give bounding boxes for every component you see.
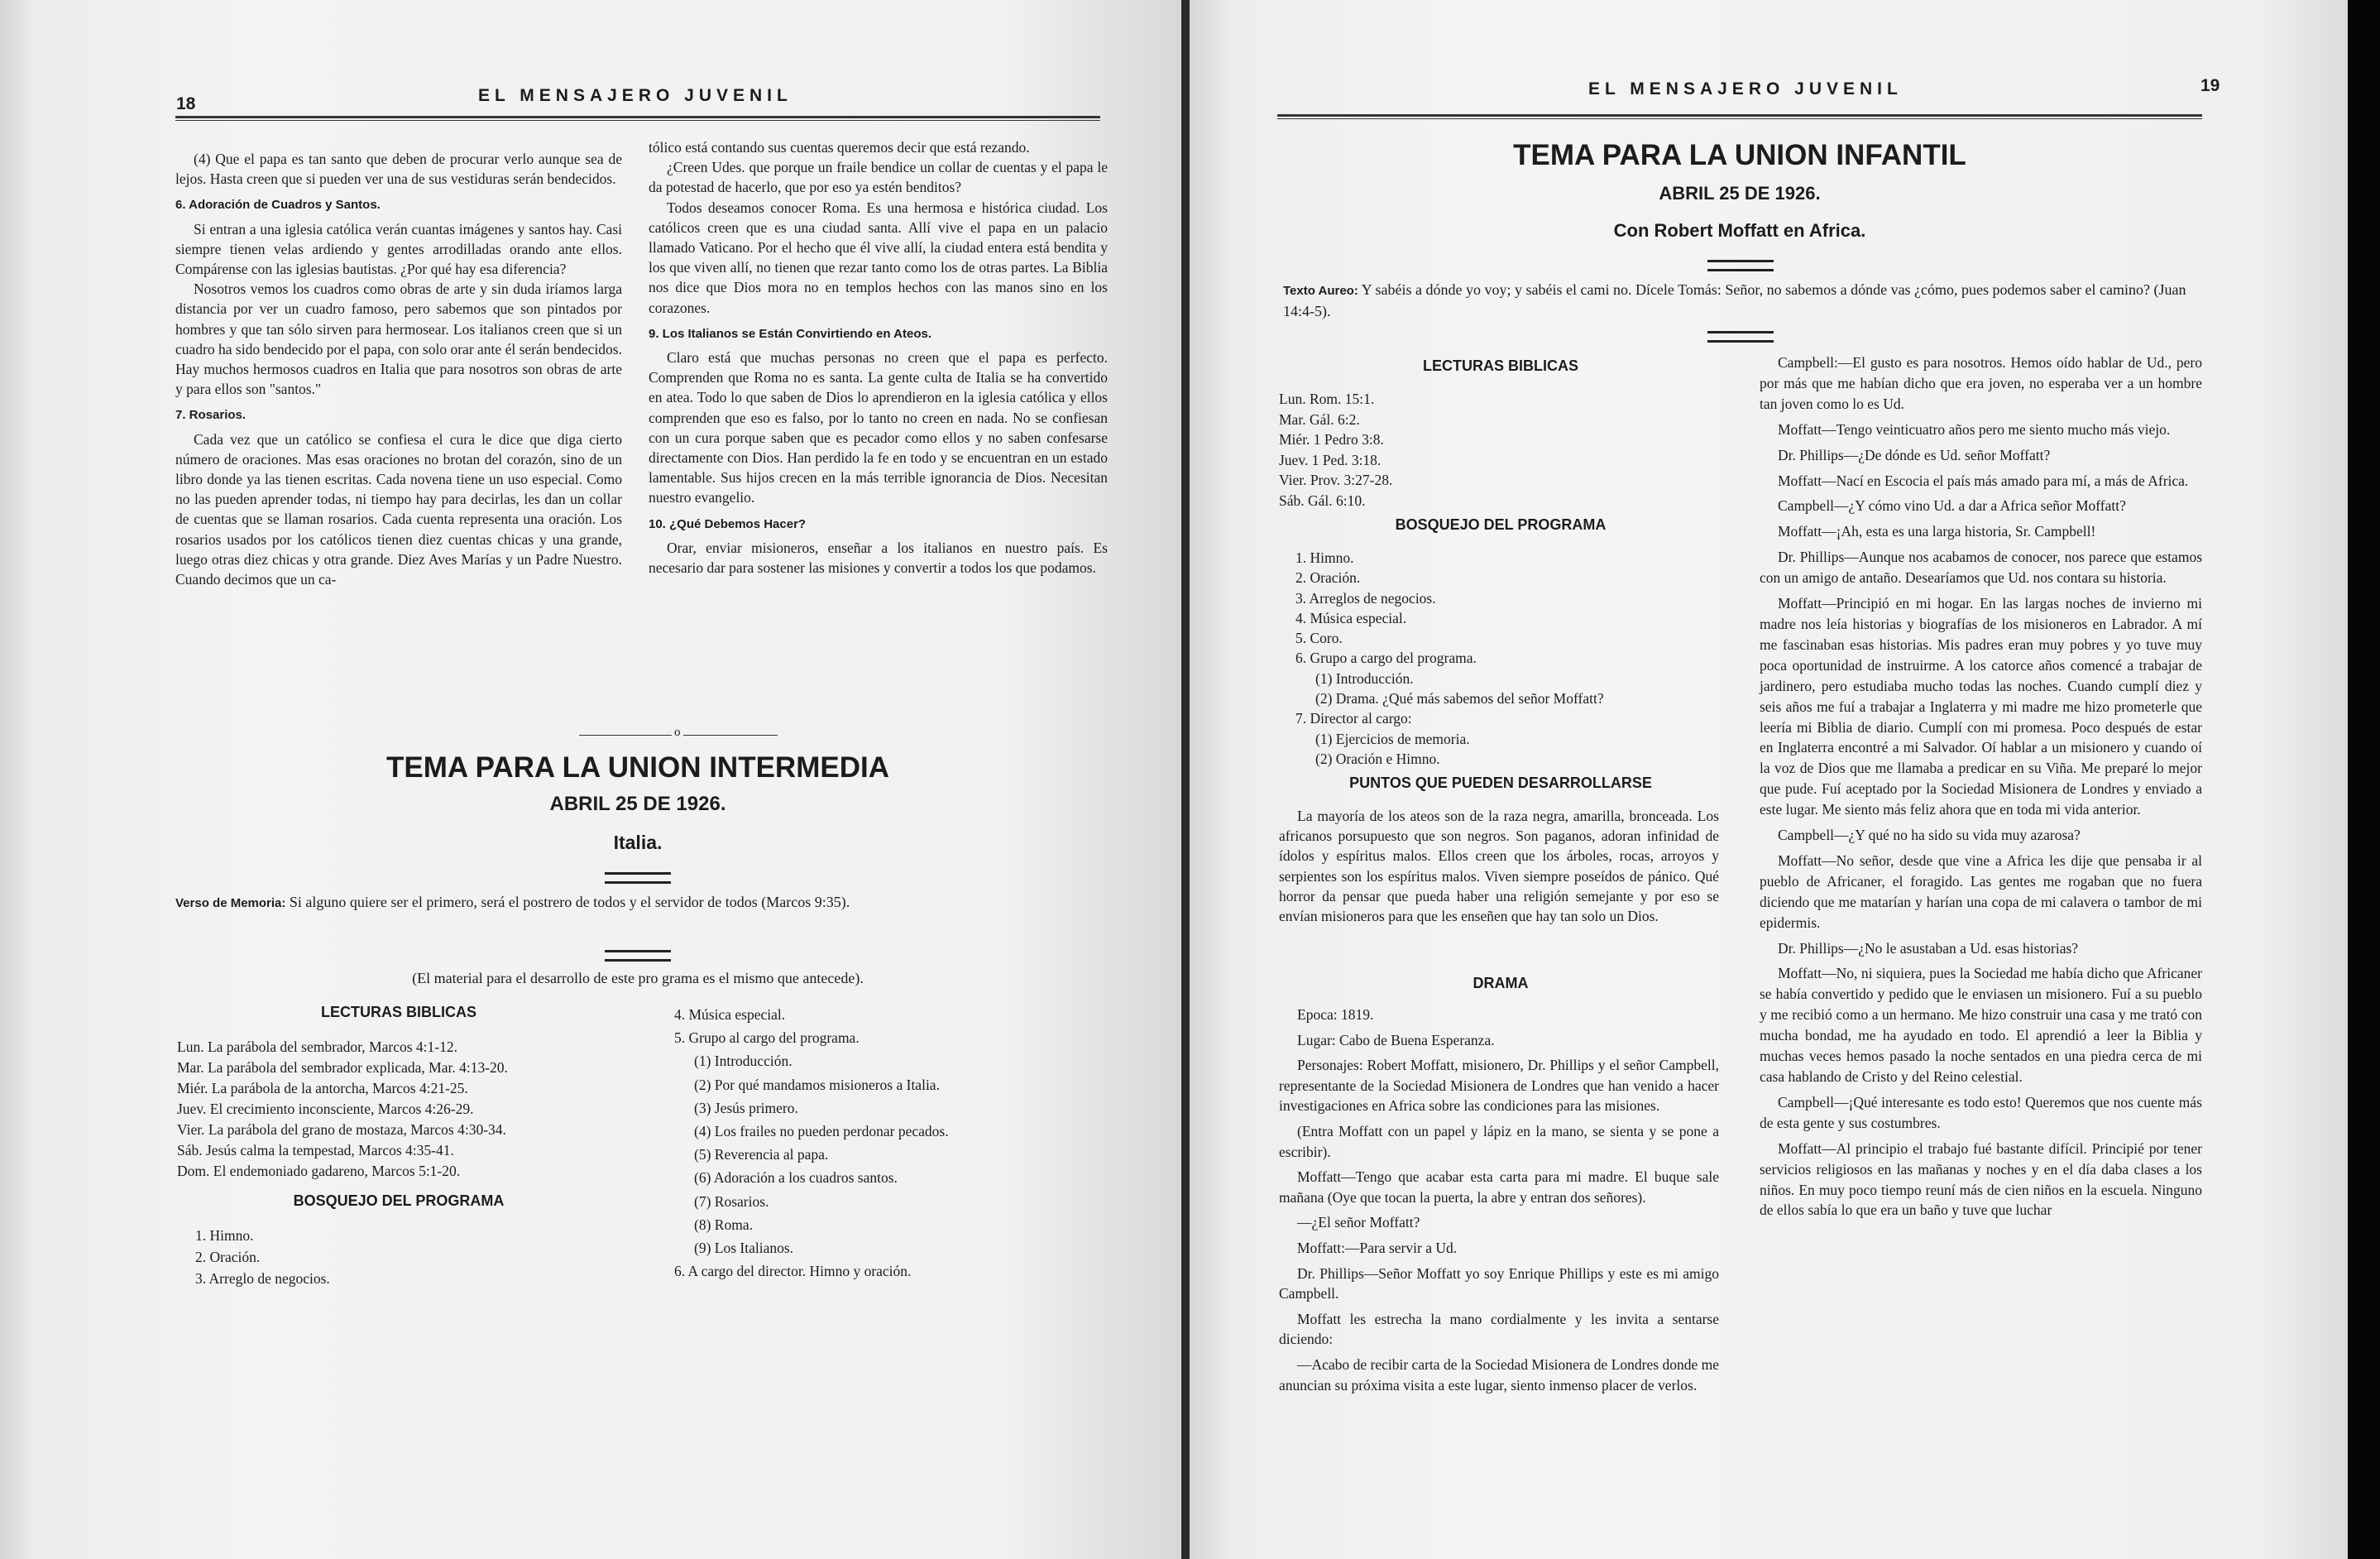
material-note: (El material para el desarrollo de este pro grama es el mismo que antecede). <box>412 970 864 986</box>
list-item: (1) Introducción. <box>1315 669 1414 687</box>
header-rule-left <box>175 116 1100 121</box>
drama-column-1 <box>1279 1005 1719 1400</box>
bosquejo-heading-left: BOSQUEJO DEL PROGRAMA <box>293 1192 505 1209</box>
dialogue-paragraph: Moffatt—No, ni siquiera, pues la Sociedad me había dicho que Africaner se había convertido y pedido que le enviasen un misionero. Fuí a su pueblo y me recibió como a un hermano. Me hizo construir una casa y me trató con mucha bondad, me ha ayudado en todo. El aprendió a leer la Biblia y muchas veces hemos pasado la noche sentados en una piedra cerca de mi casa hablando de Cristo y del Reino celestial. <box>1760 965 2202 1085</box>
bosquejo-list-left-b <box>674 1003 1104 1283</box>
verso-text: Si alguno quiere ser el primero, será el postrero de todos y el servidor de todos (Marcos 9:35). <box>289 894 850 910</box>
dialogue-paragraph: Personajes: Robert Moffatt, misionero, Dr. Phillips y el señor Campbell, representante de la Sociedad Misionera de Londres que han venido a hacer investigaciones en Africa sobre las condiciones para las misiones. <box>1279 1057 1719 1115</box>
dialogue-paragraph: Moffatt:—Para servir a Ud. <box>1297 1239 1458 1256</box>
list-item: (2) Drama. ¿Qué más sabemos del señor Moffatt? <box>1315 690 1604 708</box>
list-item: 1. Himno. <box>1295 549 1354 566</box>
list-item: 1. Himno. <box>195 1227 254 1244</box>
dialogue-paragraph: Moffatt—¡Ah, esta es una larga historia, Sr. Campbell! <box>1778 523 2096 540</box>
ornament-rule <box>605 872 671 884</box>
dialogue-paragraph: —Acabo de recibir carta de la Sociedad Misionera de Londres donde me anuncian su próxima visita a este lugar, siento inmenso placer de verlos. <box>1279 1355 1719 1394</box>
dialogue-paragraph: Dr. Phillips—Señor Moffatt yo soy Enrique Phillips y este es mi amigo Campbell. <box>1279 1264 1719 1302</box>
page-number-left: 18 <box>176 94 196 113</box>
list-item: Vier. Prov. 3:27-28. <box>1279 472 1393 488</box>
list-item: Vier. La parábola del grano de mostaza, Marcos 4:30-34. <box>177 1121 506 1138</box>
page-number-right: 19 <box>2200 76 2220 95</box>
dialogue-paragraph: Moffatt—Tengo que acabar esta carta para mi madre. El buque sale mañana (Oye que tocan la puerta, la abre y entran dos señores). <box>1279 1168 1719 1206</box>
dialogue-paragraph: Dr. Phillips—¿No le asustaban a Ud. esas historias? <box>1778 939 2079 957</box>
bosquejo-list-right <box>1295 548 1742 769</box>
left-column-1 <box>175 149 622 589</box>
list-item: 5. Coro. <box>1295 630 1343 647</box>
dialogue-paragraph: Epoca: 1819. <box>1297 1006 1374 1023</box>
list-item: Sáb. Gál. 6:10. <box>1279 492 1366 509</box>
tema-intermedia-date: ABRIL 25 DE 1926. <box>549 793 726 815</box>
paragraph: Cada vez que un católico se confiesa el cura le dice que diga cierto número de oraciones. Mas esas oraciones no brotan del corazón, sino de un libro donde ya las tienen escritas. Cada novena tiene un uso especial. Como no las pueden aprender todas, ni tiempo hay para decirlas, les dan un collar de cuentas que se llaman rosarios. Cada cuenta representa una oración. Los rosarios usados por los católicos tienen diez cuentas chicas y una grande, luego otras diez chicas y otra grande. Diez Aves Marías y un Padre Nuestro. Cuando decimos que un ca- <box>175 430 622 588</box>
verso-de-memoria <box>175 892 1100 914</box>
list-item: (1) Ejercicios de memoria. <box>1315 730 1470 747</box>
list-item: 7. Director al cargo: <box>1295 710 1412 727</box>
dialogue-paragraph: Moffatt—Al principio el trabajo fué bastante difícil. Principié por tener servicios religiosos en las mañanas y noches y en el día daba clases a los niños. En muy poco tiempo reuní más de cien niños en la escuela. Ninguno de ellos sabía lo que era un baño y tuve que luchar <box>1760 1139 2202 1219</box>
ornament-rule-4 <box>1707 331 1774 343</box>
tema-infantil-subject: Con Robert Moffatt en Africa. <box>1613 220 1866 241</box>
tema-infantil-title: TEMA PARA LA UNION INFANTIL <box>1513 139 1966 171</box>
paragraph: Nosotros vemos los cuadros como obras de arte y sin duda iríamos larga distancia por ver un cuadro famoso, pero sabemos que son pintados por hombres y que tan sólo sirven para hermosear. Los italianos creen que si un cuadro ha sido bendecido por el papa, con solo orar ante él serán bendecidos. Hay muchos hermosos cuadros en Italia que para nosotros son obras de arte y para ellos son "santos." <box>175 281 622 398</box>
dialogue-paragraph: Campbell—¡Qué interesante es todo esto! Queremos que nos cuente más de esta gente y sus costumbres. <box>1760 1093 2202 1131</box>
tema-intermedia-title: TEMA PARA LA UNION INTERMEDIA <box>386 751 889 784</box>
list-item: (2) Por qué mandamos misioneros a Italia. <box>694 1076 940 1093</box>
dialogue-paragraph: (Entra Moffatt con un papel y lápiz en la mano, se sienta y se pone a escribir). <box>1279 1122 1719 1160</box>
left-page <box>0 0 1181 1559</box>
list-item: (3) Jesús primero. <box>694 1099 798 1116</box>
paragraph: Claro está que muchas personas no creen que el papa es perfecto. Comprenden que Roma no es santa. La gente culta de Italia se ha convertido en atea. Todo lo que saben de Dios lo aprendieron en la iglesia católica y ellos comprenden que eso es falso, por lo tanto no creen en nada. No se confiesan con un cura porque saben que es pecador como ellos y no saben confesarse directamente con Dios. Han perdido la fe en todo y se encuentran en un estado lamentable. Sus hijos crecen en la más terrible ignorancia de Dios. Necesitan nuestro evangelio. <box>649 349 1108 506</box>
header-rule-right <box>1277 114 2202 119</box>
list-item: (4) Los frailes no pueden perdonar pecados. <box>694 1123 949 1140</box>
list-item: Juev. 1 Ped. 3:18. <box>1279 451 1382 468</box>
paragraph: Orar, enviar misioneros, enseñar a los italianos en nuestro país. Es necesario dar para sostener las misiones y convertir a todos los que podamos. <box>649 539 1108 577</box>
paragraph: Si entran a una iglesia católica verán cuantas imágenes y santos hay. Casi siempre tienen velas ardiendo y gentes arrodilladas orando ante ellos. Compárense con las iglesias bautistas. ¿Por qué hay esa diferencia? <box>175 220 622 278</box>
list-item: (6) Adoración a los cuadros santos. <box>694 1169 898 1187</box>
dialogue-paragraph: Moffatt—Tengo veinticuatro años pero me siento mucho más viejo. <box>1778 420 2171 438</box>
list-item: (7) Rosarios. <box>694 1192 769 1210</box>
texto-text: Y sabéis a dónde yo voy; y sabéis el cami no. Dícele Tomás: Señor, no sabemos a dónde vas ¿cómo, pues podemos saber el camino? (Juan 14:4-5). <box>1283 281 2186 319</box>
section-heading: 9. Los Italianos se Están Convirtiendo en Ateos. <box>649 326 932 341</box>
list-item: 2. Oración. <box>1295 569 1361 587</box>
list-item: 5. Grupo al cargo del programa. <box>674 1029 860 1047</box>
dialogue-paragraph: Moffatt—Principió en mi hogar. En las largas noches de invierno mi madre nos leía historias y biografías de los misioneros en Labrador. A mí me fascinaban esas historias. Mis padres eran muy pobres y yo tuve muy poca oportunidad de instruirme. A los catorce años comencé a trabajar de jardinero, pero estudiaba mucho todas las noches. Cuando cumplí diez y seis años me fuí a trabajar a Inglaterra y mi madre me hizo prometerle que leería mi Biblia de diario. Cumplí con mi promesa. Poco después de estar en Inglaterra encontré a mi Salvador. Oí hablar a un misionero y cuando oí la voz de Dios que me llamaba a predicar en su Viña. Me preparé lo mejor que pude. Fuí aceptado por la Sociedad Misionera de Londres y enviado a este lugar. Me siento más feliz ahora que en toda mi vida anterior. <box>1760 595 2202 818</box>
list-item: Mar. Gál. 6:2. <box>1279 410 1360 428</box>
drama-column-2 <box>1760 353 2202 1226</box>
paragraph: tólico está contando sus cuentas queremos decir que está rezando. <box>649 139 1030 156</box>
section-heading: 6. Adoración de Cuadros y Santos. <box>175 198 381 213</box>
drama-heading: DRAMA <box>1473 975 1529 991</box>
right-page <box>1190 0 2348 1559</box>
dialogue-paragraph: Dr. Phillips—Aunque nos acabamos de conocer, nos parece que estamos con un amigo de antaño. Desearíamos que Ud. nos contara su historia. <box>1760 549 2202 587</box>
list-item: 4. Música especial. <box>674 1006 786 1023</box>
list-item: 6. A cargo del director. Himno y oración. <box>674 1263 912 1280</box>
dialogue-paragraph: Moffatt—Nací en Escocia el país más amado para mí, a más de Africa. <box>1778 472 2189 489</box>
ornament-rule-3 <box>1707 260 1774 271</box>
lecturas-heading-right: LECTURAS BIBLICAS <box>1423 357 1578 374</box>
lecturas-heading-left: LECTURAS BIBLICAS <box>321 1004 476 1020</box>
list-item: Sáb. Jesús calma la tempestad, Marcos 4:35-41. <box>177 1142 454 1158</box>
list-item: Lun. La parábola del sembrador, Marcos 4:1-12. <box>177 1039 457 1055</box>
running-head-right: EL MENSAJERO JUVENIL <box>1588 79 1903 98</box>
puntos-text-block <box>1279 806 1719 926</box>
bosquejo-list-left-a <box>195 1225 592 1289</box>
dialogue-paragraph: Campbell—¿Y cómo vino Ud. a dar a Africa señor Moffatt? <box>1778 497 2126 515</box>
list-item: (5) Reverencia al papa. <box>694 1146 829 1163</box>
list-item: Mar. La parábola del sembrador explicada, Mar. 4:13-20. <box>177 1059 508 1076</box>
texto-aureo <box>1283 280 2201 322</box>
texto-label: Texto Aureo: <box>1283 284 1358 298</box>
list-item: Dom. El endemoniado gadareno, Marcos 5:1-20. <box>177 1163 461 1179</box>
right-page-edge <box>2348 0 2380 1559</box>
lecturas-list-right <box>1279 389 1709 511</box>
list-item: Miér. La parábola de la antorcha, Marcos 4:21-25. <box>177 1080 468 1096</box>
lecturas-list-left <box>177 1037 640 1182</box>
list-item: Lun. Rom. 15:1. <box>1279 391 1375 407</box>
verso-label: Verso de Memoria: <box>175 896 286 910</box>
bosquejo-heading-right: BOSQUEJO DEL PROGRAMA <box>1395 516 1607 533</box>
list-item: (2) Oración e Himno. <box>1315 750 1440 767</box>
tema-intermedia-subject: Italia. <box>613 832 663 853</box>
list-item: 2. Oración. <box>195 1249 261 1265</box>
left-column-2 <box>649 137 1108 578</box>
list-item: (9) Los Italianos. <box>694 1240 794 1257</box>
book-gutter <box>1181 0 1190 1559</box>
dialogue-paragraph: Lugar: Cabo de Buena Esperanza. <box>1297 1031 1495 1048</box>
divider-mark: o <box>672 726 683 740</box>
list-item: 3. Arreglos de negocios. <box>1295 589 1436 607</box>
section-heading: 10. ¿Qué Debemos Hacer? <box>649 516 807 531</box>
dialogue-paragraph: —¿El señor Moffatt? <box>1297 1214 1420 1231</box>
dialogue-paragraph: Moffatt les estrecha la mano cordialmente y les invita a sentarse diciendo: <box>1279 1310 1719 1348</box>
dialogue-paragraph: Dr. Phillips—¿De dónde es Ud. señor Moffatt? <box>1778 446 2051 463</box>
list-item: 4. Música especial. <box>1295 609 1407 626</box>
paragraph: (4) Que el papa es tan santo que deben de procurar verlo aunque sea de lejos. Hasta creen que si pueden ver una de sus vestiduras serán bendecidos. <box>175 151 622 188</box>
dialogue-paragraph: Moffatt—No señor, desde que vine a Africa les dije que pensaba ir al pueblo de Africaner, el foragido. Las gentes me rogaban que no fuera diciendo que me matarían y harían una copa de mi calavera o tambor de mi epidermis. <box>1760 851 2202 931</box>
list-item: 3. Arreglo de negocios. <box>195 1270 330 1287</box>
puntos-text: La mayoría de los ateos son de la raza negra, amarilla, bronceada. Los africanos porsupuesto que son negros. Son paganos, adoran infinidad de ídolos y espíritus malos. Ellos creen que los árboles, rocas, arroyos y serpientes son los espíritus malos. Viven siempre poseídos de pánico. Qué horror da pensar que pueda haber una religión semejante y por eso se envían misioneros para que les enseñen que hay tan solo un Dios. <box>1279 808 1719 925</box>
list-item: (1) Introducción. <box>694 1053 793 1070</box>
paragraph: Todos deseamos conocer Roma. Es una hermosa e histórica ciudad. Los católicos creen que es una ciudad santa. Allí vive el papa en un palacio llamado Vaticano. Por el hecho que él vive allí, la ciudad entera está bendita y los que viven allí, no tienen que rezar tanto como los de otras partes. La Biblia nos dice que Dios mora no en templos hechos con las manos sino en los corazones. <box>649 199 1108 316</box>
dialogue-paragraph: Campbell—¿Y qué no ha sido su vida muy azarosa? <box>1778 827 2081 844</box>
list-item: 6. Grupo a cargo del programa. <box>1295 650 1477 667</box>
tema-infantil-date: ABRIL 25 DE 1926. <box>1659 183 1821 204</box>
section-heading: 7. Rosarios. <box>175 408 247 423</box>
puntos-heading: PUNTOS QUE PUEDEN DESARROLLARSE <box>1349 775 1652 791</box>
list-item: Miér. 1 Pedro 3:8. <box>1279 431 1384 448</box>
list-item: (8) Roma. <box>694 1216 753 1233</box>
paragraph: ¿Creen Udes. que porque un fraile bendice un collar de cuentas y el papa le da potestad de hacerlo, que por eso ya estén benditos? <box>649 159 1108 196</box>
dialogue-paragraph: Campbell:—El gusto es para nosotros. Hemos oído hablar de Ud., pero por más que me habían dicho que era joven, no esperaba ver a un hombre tan joven como lo es Ud. <box>1760 354 2202 412</box>
list-item: Juev. El crecimiento inconsciente, Marcos 4:26-29. <box>177 1101 474 1117</box>
running-head-left: EL MENSAJERO JUVENIL <box>478 86 793 105</box>
ornament-rule-2 <box>605 950 671 962</box>
